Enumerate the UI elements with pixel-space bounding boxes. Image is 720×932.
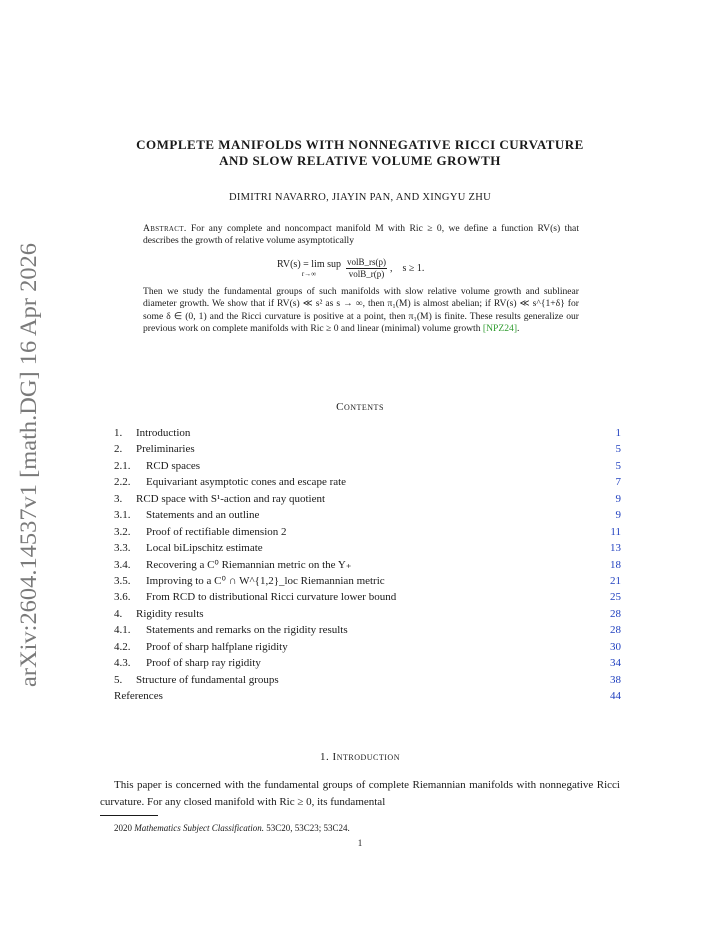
toc-entry-page-link[interactable]: 21 (610, 574, 621, 587)
intro-paragraph: This paper is concerned with the fundamental groups of complete Riemannian manifolds with nonnegative Ricci curvature. For any closed manifold with Ric ≥ 0, its fundamental (100, 779, 620, 808)
toc-entry-number: 3.3. (114, 542, 131, 555)
toc-entry-label[interactable]: Proof of sharp halfplane rigidity (146, 640, 288, 653)
toc-entry-number: 3.4. (114, 558, 131, 571)
authors: DIMITRI NAVARRO, JIAYIN PAN, AND XINGYU ZHU (228, 192, 491, 203)
footnote-year: 2020 (114, 823, 132, 833)
rv-formula: RV(s) = lim sup r→∞ $\frac{\text{volB\_rs(p)}}{\text{volB\_r(p)}}$ , s ≥ 1. (277, 256, 425, 279)
toc-entry-number: 4.1. (114, 624, 131, 637)
formula-denominator: volB_r(p) (348, 268, 385, 279)
toc-entry-page-link[interactable]: 13 (610, 542, 621, 555)
toc-entry-number: 3. (114, 492, 123, 505)
toc-entry-label[interactable]: Structure of fundamental groups (136, 673, 279, 686)
toc-entry-number: 2.2. (114, 476, 131, 489)
section-heading-introduction (100, 751, 620, 763)
toc-entry-page-link[interactable]: 38 (610, 673, 621, 686)
toc-entry-page-link[interactable]: 30 (610, 640, 621, 653)
toc-entry[interactable] (114, 688, 621, 704)
formula-condition: s ≥ 1. (402, 262, 425, 274)
toc-entry[interactable] (114, 557, 621, 573)
toc-entry[interactable] (114, 507, 621, 523)
toc-entry[interactable] (114, 639, 621, 655)
toc-entry-label[interactable]: Statements and an outline (146, 509, 260, 522)
footnote (114, 823, 350, 833)
toc-entry-label[interactable]: Introduction (136, 427, 191, 439)
abstract-heading: Abstract. (143, 223, 187, 234)
toc-entry-page-link[interactable]: 25 (610, 591, 621, 604)
toc-entry-number: 2. (114, 443, 123, 456)
section-title: Introduction (332, 751, 400, 763)
toc-entry-number: 2.1. (114, 459, 131, 472)
toc-entry[interactable] (114, 606, 621, 622)
toc-entry[interactable] (114, 573, 621, 589)
arxiv-stamp-text: arXiv:2604.14537v1 [math.DG] 16 Apr 2026 (16, 260, 42, 687)
toc-entry-number: 5. (114, 673, 123, 686)
toc-entry-number: 4.3. (114, 657, 131, 670)
toc-entry-label[interactable]: Local biLipschitz estimate (146, 542, 263, 555)
paper-title (100, 137, 620, 169)
page-number: 1 (357, 838, 363, 848)
toc-entry-label[interactable]: From RCD to distributional Ricci curvature lower bound (146, 591, 397, 604)
toc-entry[interactable] (114, 491, 621, 507)
toc-entry[interactable] (114, 458, 621, 474)
footnote-msc-label: Mathematics Subject Classification. (134, 823, 264, 833)
toc-entry-number: 3.6. (114, 591, 131, 604)
toc-entry-page-link[interactable]: 5 (615, 443, 621, 456)
toc-entry[interactable] (114, 540, 621, 556)
toc-entry-number: 1. (114, 427, 123, 439)
toc-entry[interactable] (114, 622, 621, 638)
toc-entry[interactable] (114, 441, 621, 457)
toc-entry-page-link[interactable]: 7 (615, 476, 621, 489)
citation-link[interactable]: [NPZ24] (482, 323, 518, 335)
toc-entry-label[interactable]: Preliminaries (136, 443, 195, 456)
toc-entry-page-link[interactable]: 9 (615, 509, 621, 522)
toc-entry-page-link[interactable]: 18 (610, 558, 621, 571)
toc-entry[interactable] (114, 672, 621, 688)
toc-entry-label[interactable]: Proof of sharp ray rigidity (146, 657, 261, 670)
section-number: 1. (320, 751, 330, 763)
title-line-2: AND SLOW RELATIVE VOLUME GROWTH (219, 153, 501, 168)
toc-entry-number: 4.2. (114, 640, 131, 653)
toc-entry-page-link[interactable]: 28 (610, 607, 621, 620)
abstract-intro-text: For any complete and noncompact manifold M with Ric ≥ 0, we define a function RV(s) that describes the growth of relative volume asymptotically (143, 223, 579, 247)
formula-lhs: RV(s) = lim sup (277, 258, 342, 270)
toc-entry-label[interactable]: Rigidity results (136, 607, 204, 620)
abstract-end: . (517, 323, 520, 335)
toc-entry-label[interactable]: RCD space with S¹-action and ray quotient (136, 492, 326, 505)
toc-entry-page-link[interactable]: 34 (610, 657, 621, 670)
toc-entry[interactable] (114, 655, 621, 671)
toc-entry-label[interactable]: Equivariant asymptotic cones and escape rate (146, 476, 347, 489)
toc-entry-label[interactable]: References (114, 690, 163, 702)
footnote-rule (100, 815, 158, 816)
contents-heading: Contents (336, 401, 384, 413)
toc-entry-page-link[interactable]: 28 (610, 624, 621, 637)
toc-entry-page-link[interactable]: 1 (615, 427, 621, 439)
abstract-intro (143, 223, 579, 248)
toc-entry-number: 4. (114, 607, 123, 620)
toc-entry-number: 3.5. (114, 574, 131, 587)
arxiv-stamp (14, 243, 42, 687)
footnote-codes: 53C20, 53C23; 53C24. (266, 823, 350, 833)
toc-entry-label[interactable]: Recovering a C⁰ Riemannian metric on the Y₊ (146, 558, 352, 571)
toc-entry-label[interactable]: RCD spaces (146, 459, 201, 472)
toc-entry[interactable] (114, 524, 621, 540)
toc-entry[interactable] (114, 474, 621, 490)
toc-entry-number: 3.1. (114, 509, 131, 522)
toc-entry[interactable] (114, 425, 621, 441)
formula-numerator: volB_rs(p) (347, 256, 387, 267)
toc-entry-number: 3.2. (114, 525, 131, 538)
toc-entry-page-link[interactable]: 9 (615, 492, 621, 505)
toc-entry-label[interactable]: Statements and remarks on the rigidity results (146, 624, 348, 637)
table-of-contents (114, 425, 621, 704)
title-line-1: COMPLETE MANIFOLDS WITH NONNEGATIVE RICCI CURVATURE (136, 137, 584, 152)
abstract-body-text: Then we study the fundamental groups of such manifolds with slow relative volume growth and sublinear diameter growth. We show that if RV(s) ≪ s² as s → ∞, then π₁(M) is almost abelian; if RV(s) ≪ s^{1+δ} for some δ ∈ (0, 1) and the Ricci curvature is positive at a point, then π₁(M) is finite. These results generalize our previous work on complete manifolds with Ric ≥ 0 and linear (minimal) volume growth (143, 286, 579, 335)
toc-entry[interactable] (114, 589, 621, 605)
toc-entry-page-link[interactable]: 44 (610, 690, 621, 702)
toc-entry-page-link[interactable]: 11 (610, 525, 621, 538)
toc-entry-page-link[interactable]: 5 (615, 459, 621, 472)
abstract-body (143, 286, 579, 336)
toc-entry-label[interactable]: Improving to a C⁰ ∩ W^{1,2}_loc Riemannian metric (146, 574, 385, 587)
formula-limit-sub: r→∞ (301, 269, 317, 278)
toc-entry-label[interactable]: Proof of rectifiable dimension 2 (146, 525, 287, 538)
